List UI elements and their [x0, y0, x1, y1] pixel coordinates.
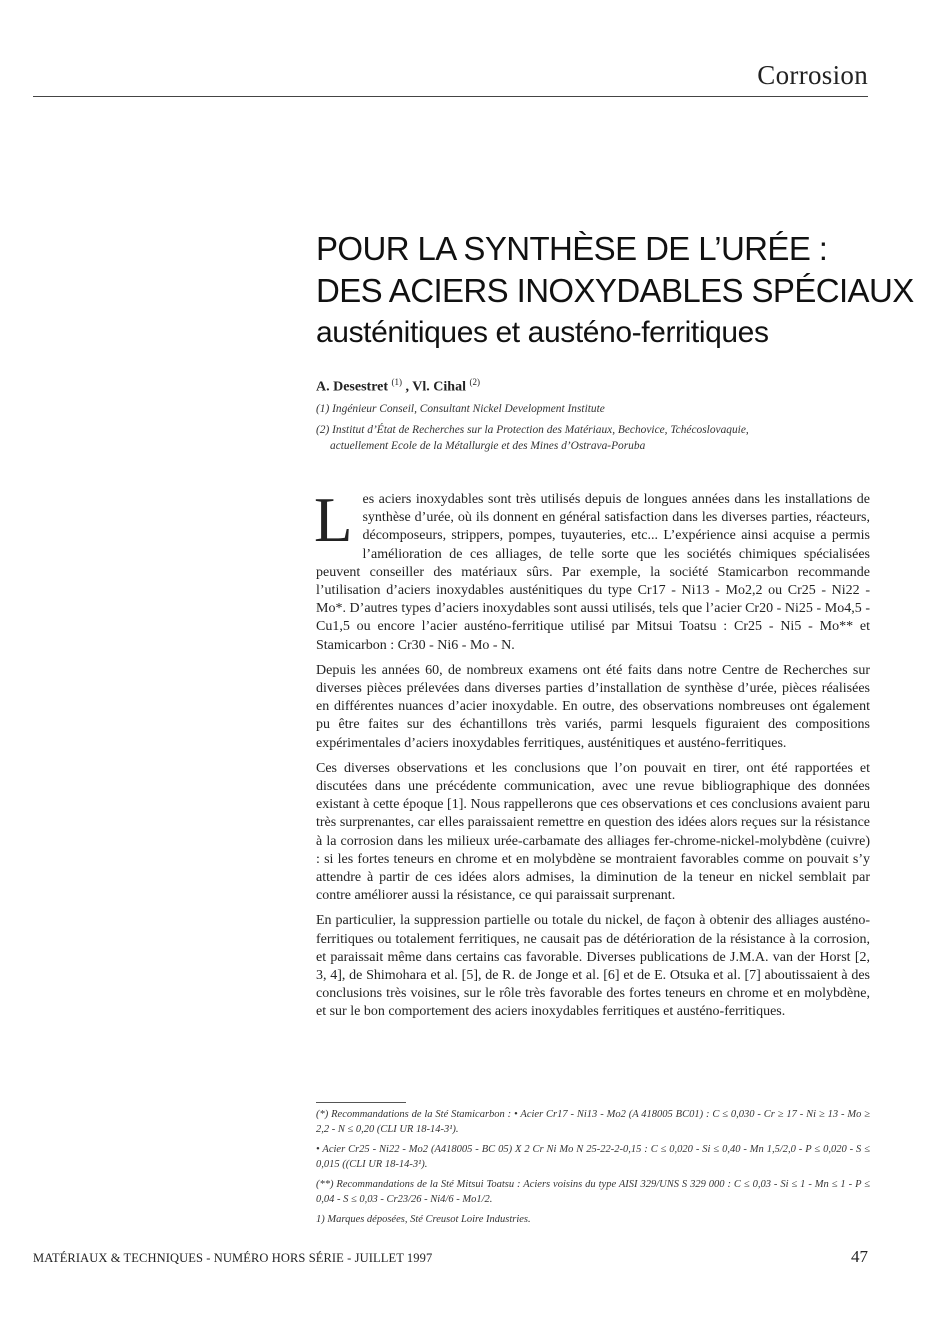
article-title-block	[316, 228, 914, 352]
affiliation-2-line-1: (2) Institut d’État de Recherches sur la Protection des Matériaux, Bechovice, Tchécoslovaquie,	[316, 424, 749, 436]
body-paragraph-1-text: es aciers inoxydables sont très utilisés depuis de longues années dans les installations de synthèse d’urée, où ils donnent en général satisfaction dans les diverses parties, réacteurs, décomposeurs, strippers, pompes, tuyauteries, etc... L’expérience ainsi acquise a permis l’amélioration de ces alliages, de telle sorte que les sociétés chimiques spécialisées peuvent conseiller des matériaux sûrs. Par exemple, la société Stamicarbon recommande l’utilisation d’aciers inoxydables austénitiques du type Cr17 - Ni13 - Mo2,2 ou Cr25 - Ni22 - Mo*. D’autres types d’aciers inoxydables sont aussi utilisés, tels que l’acier Cr20 - Ni25 - Mo4,5 - Cu1,5 ou encore l’acier austéno-ferritique utilisé par Mitsui Toatsu : Cr25 - Ni5 - Mo** et Stamicarbon : Cr30 - Ni6 - Mo - N.	[316, 492, 870, 653]
body-paragraph-2: Depuis les années 60, de nombreux examens ont été faits dans notre Centre de Recherches sur diverses pièces prélevées dans diverses parties d’installation de synthèse d’urée, pièces réalisées en différentes nuances d’acier inoxydable. En outre, des observations nombreuses ont également pu être faites sur des échantillons très variés, parmi lesquels figuraient des compositions expérimentales d’aciers inoxydables ferritiques, austénitiques et austéno-ferritiques.	[316, 662, 870, 751]
author-line	[316, 377, 480, 396]
author-2: Vl. Cihal	[412, 379, 466, 395]
article-title-line-1: POUR LA SYNTHÈSE DE L’URÉE :	[316, 230, 828, 267]
body-paragraph-1	[314, 485, 870, 655]
author-1-affiliation-mark: (1)	[391, 377, 403, 387]
footnote-3: (**) Recommandations de la Sté Mitsui Toatsu : Aciers voisins du type AISI 329/UNS S 329 000 : C ≤ 0,03 - Si ≤ 1 - Mn ≤ 1 - P ≤ 0,04 - S ≤ 0,03 - Cr23/26 - Ni4/6 - Mo1/2.	[316, 1179, 870, 1205]
footnote-rule	[316, 1102, 406, 1103]
body-paragraph-4: En particulier, la suppression partielle ou totale du nickel, de façon à obtenir des alliages austéno-ferritiques ou totalement ferritiques, ne causait pas de détérioration de la résistance à la corrosion, et paraissait même dans certains cas favorable. Diverses publications de J.M.A. van der Horst [2, 3, 4], de Shimohara et al. [5], de R. de Jonge et al. [6] et de E. Otsuka et al. [7] aboutissaient à des conclusions très voisines, sur le rôle très favorable des fortes teneurs en chrome et en molybdène, et sur le bon comportement des aciers inoxydables ferritiques et austéno-ferritiques.	[316, 913, 870, 1020]
article-subtitle: austénitiques et austéno-ferritiques	[316, 316, 769, 349]
body-paragraph-3: Ces diverses observations et les conclusions que l’on pouvait en tirer, ont été rapportées et discutées dans une précédente communication, avec une revue bibliographique des données existant à cette époque [1]. Nous rappellerons que ces observations et ces conclusions avaient paru très surprenantes, car elles paraissaient remettre en question des idées alors reçues sur la résistance à la corrosion dans les milieux urée-carbamate des alliages fer-chrome-nickel-molybdène (cuivre) : si les fortes teneurs en chrome et en molybdène se montraient favorables comme on pouvait s’y attendre à partir de ces idées alors admises, la diminution de la teneur en nickel semblait par contre améliorer aussi la résistance, ce qui paraissait surprenant.	[316, 760, 870, 904]
footnote-1: (*) Recommandations de la Sté Stamicarbon : • Acier Cr17 - Ni13 - Mo2 (A 418005 BC01) : C ≤ 0,030 - Cr ≥ 17 - Ni ≥ 13 - Mo ≥ 2,2 - N ≤ 0,20 (CLI UR 18-14-3¹).	[316, 1109, 870, 1135]
drop-cap: L	[314, 485, 353, 555]
affiliation-1: (1) Ingénieur Conseil, Consultant Nickel Development Institute	[316, 403, 605, 415]
affiliation-2-line-2: actuellement Ecole de la Métallurgie et des Mines d’Ostrava-Poruba	[330, 440, 646, 452]
footnote-2: • Acier Cr25 - Ni22 - Mo2 (A418005 - BC 05) X 2 Cr Ni Mo N 25-22-2-0,15 : C ≤ 0,020 - Si ≤ 0,40 - Mn 1,5/2,0 - P ≤ 0,020 - S ≤ 0,015 ((CLI UR 18-14-3¹).	[316, 1144, 870, 1170]
author-1: A. Desestret	[316, 379, 389, 395]
section-header: Corrosion	[757, 60, 868, 90]
author-2-affiliation-mark: (2)	[469, 377, 480, 387]
journal-footer: MATÉRIAUX & TECHNIQUES - NUMÉRO HORS SÉRIE - JUILLET 1997	[33, 1251, 433, 1265]
article-body	[314, 485, 870, 1029]
footnote-4: 1) Marques déposées, Sté Creusot Loire Industries.	[316, 1214, 531, 1225]
author-separator: ,	[405, 379, 413, 395]
header-rule	[33, 96, 868, 97]
affiliation-2	[316, 422, 876, 454]
footnotes	[316, 1107, 870, 1232]
article-title-line-2: DES ACIERS INOXYDABLES SPÉCIAUX	[316, 272, 914, 309]
page-number: 47	[851, 1247, 868, 1266]
